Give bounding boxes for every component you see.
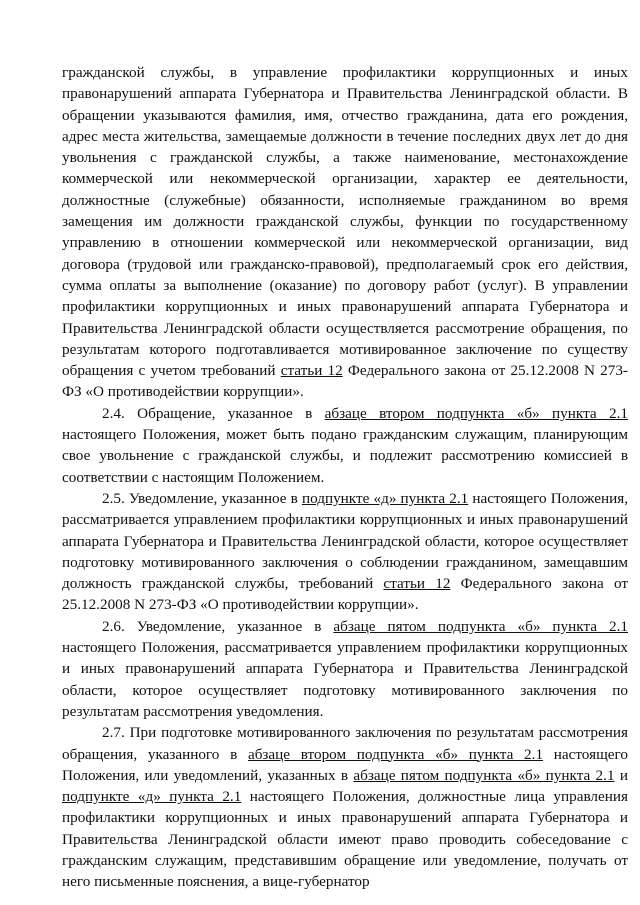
paragraph-text: 2.7. При подготовке мотивированного заключения по результатам рассмотрения обращения, указанного в bbox=[62, 724, 628, 763]
paragraph-text: настоящего Положения, может быть подано гражданским служащим, планирующим свое увольнение с гражданской службы, и подлежит рассмотрению комиссией в соответствии с настоящим Положением. bbox=[62, 426, 628, 486]
law-reference-link[interactable]: абзаце втором подпункта «б» пункта 2.1 bbox=[324, 404, 628, 422]
law-reference-link[interactable]: абзаце пятом подпункта «б» пункта 2.1 bbox=[353, 766, 615, 784]
document-page bbox=[62, 62, 628, 893]
law-reference-link[interactable]: абзаце втором подпункта «б» пункта 2.1 bbox=[247, 745, 544, 763]
law-reference-link[interactable]: подпункте «д» пункта 2.1 bbox=[301, 489, 469, 507]
paragraph-text: Федерального закона от 25.12.2008 N 273-ФЗ «О противодействии коррупции». bbox=[62, 575, 628, 614]
paragraph-text: настоящего Положения, рассматривается управлением профилактики коррупционных и иных правонарушений аппарата Губернатора и Правительства Ленинградской области, которое осуществляет подготовку мотивированного заключения о соблюдении гражданином, замещавшим должность гражданской службы, требований bbox=[62, 489, 628, 593]
law-reference-link[interactable]: статьи 12 bbox=[383, 575, 451, 593]
paragraph-text: Федерального закона от 25.12.2008 N 273-ФЗ «О противодействии коррупции». bbox=[62, 362, 628, 401]
paragraph-2 bbox=[62, 403, 628, 488]
paragraph-text: 2.4. Обращение, указанное в bbox=[102, 404, 325, 422]
paragraph-text: настоящего Положения, должностные лица управления профилактики коррупционных и иных правонарушений аппарата Губернатора и Правительства Ленинградской области имеют право проводить собеседование с гражданским служащим, представившим обращение или уведомление, получать от него письменные пояснения, а вице-губернатор bbox=[62, 788, 628, 891]
paragraph-1 bbox=[62, 62, 628, 403]
paragraph-text: настоящего Положения, или уведомлений, указанных в bbox=[62, 745, 628, 784]
law-reference-link[interactable]: статьи 12 bbox=[280, 362, 343, 380]
paragraph-3 bbox=[62, 488, 628, 616]
paragraph-text: 2.6. Уведомление, указанное в bbox=[102, 617, 334, 635]
paragraph-text: гражданской службы, в управление профилактики коррупционных и иных правонарушений аппарата Губернатора и Правительства Ленинградской области. В обращении указываются фамилия, имя, отчество гражданина, дата его рождения, адрес места жительства, замещаемые должности в течение последних двух лет до дня увольнения с гражданской службы, а также наименование, местонахождение коммерческой или некоммерческой организации, характер ее деятельности, должностные (служебные) обязанности, исполняемые гражданином во время замещения им должности гражданской службы, функции по государственному управлению в отношении коммерческой или некоммерческой организации, вид договора (трудовой или гражданско-правовой), предполагаемый срок его действия, сумма оплаты за выполнение (оказание) по договору работ (услуг). В управлении профилактики коррупционных и иных правонарушений аппарата Губернатора и Правительства Ленинградской области осуществляется рассмотрение обращения, по результатам которого подготавливается мотивированное заключение по существу обращения с учетом требований bbox=[62, 64, 628, 380]
law-reference-link[interactable]: подпункте «д» пункта 2.1 bbox=[62, 788, 242, 806]
paragraph-text: 2.5. Уведомление, указанное в bbox=[102, 489, 302, 507]
paragraph-text: и bbox=[614, 766, 628, 784]
paragraph-text: настоящего Положения, рассматривается управлением профилактики коррупционных и иных правонарушений аппарата Губернатора и Правительства Ленинградской области, которое осуществляет подготовку мотивированного заключения по результатам рассмотрения уведомления. bbox=[62, 639, 628, 720]
law-reference-link[interactable]: абзаце пятом подпункта «б» пункта 2.1 bbox=[333, 617, 629, 635]
paragraph-4 bbox=[62, 616, 628, 722]
paragraph-5 bbox=[62, 722, 628, 892]
